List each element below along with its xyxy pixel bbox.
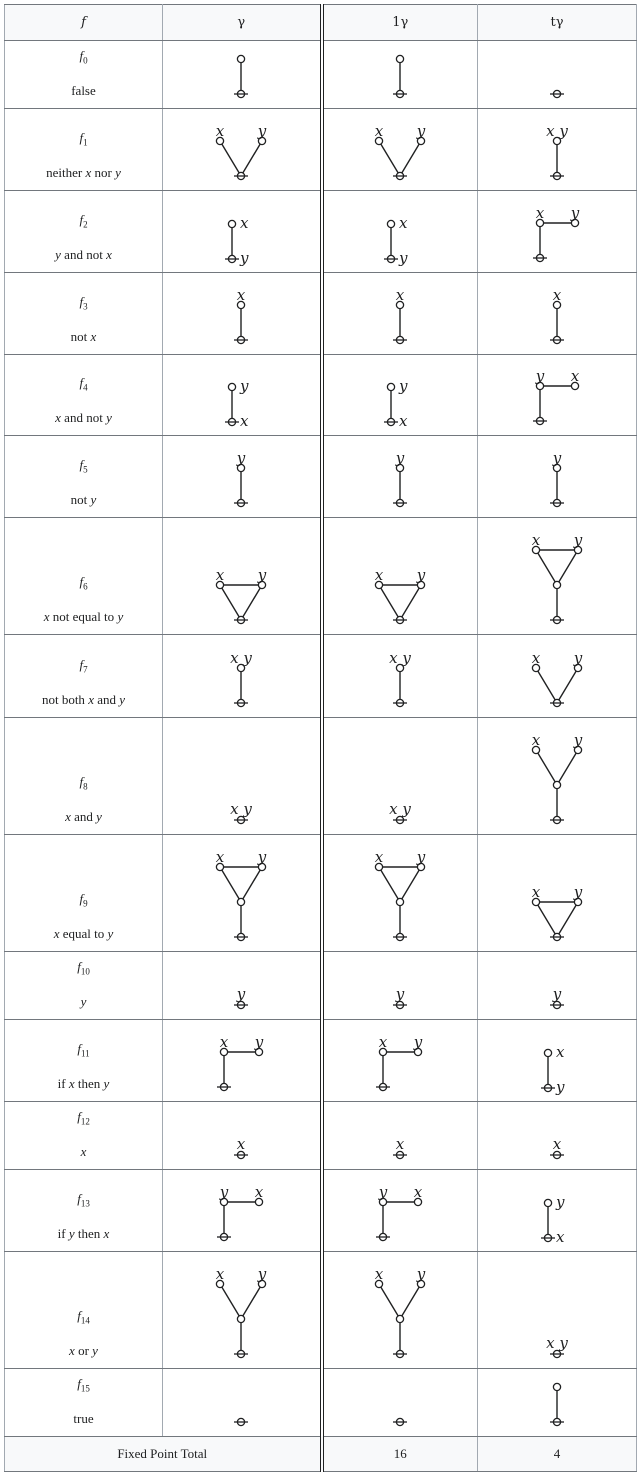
variable-label: x bbox=[220, 1038, 229, 1051]
function-name: $f_8$ bbox=[79, 774, 88, 792]
t-gamma-cell bbox=[478, 517, 637, 634]
variable-label: y bbox=[240, 380, 249, 395]
hasse-diagram-vee-x-y bbox=[370, 128, 430, 186]
hasse-diagram-y-stem-x-y bbox=[211, 1271, 271, 1364]
variable-label: x bbox=[240, 411, 249, 430]
variable-label: y bbox=[552, 454, 562, 467]
variable-label: x bbox=[399, 411, 408, 430]
variable-label: y bbox=[573, 736, 583, 749]
node-icon bbox=[544, 1199, 551, 1206]
t-gamma-cell bbox=[478, 951, 637, 1019]
variable-label: y bbox=[220, 1188, 229, 1201]
function-cell bbox=[5, 1368, 163, 1436]
variable-label: y bbox=[417, 127, 426, 140]
gamma-cell bbox=[163, 1169, 322, 1251]
header-tgamma: tγ bbox=[478, 5, 637, 41]
variable-label: y bbox=[255, 1038, 264, 1051]
function-name: $f_{12}$ bbox=[77, 1109, 90, 1127]
variable-label: y bbox=[258, 853, 267, 866]
variable-label: x bbox=[531, 654, 541, 667]
one-gamma-cell bbox=[322, 435, 478, 517]
node-icon bbox=[553, 581, 560, 588]
variable-label: y bbox=[417, 571, 426, 584]
hasse-diagram-chain1 bbox=[380, 54, 420, 104]
table-row bbox=[5, 951, 637, 1019]
function-cell bbox=[5, 634, 163, 717]
node-icon bbox=[397, 898, 404, 905]
node-icon bbox=[544, 1049, 551, 1056]
variable-label: y bbox=[237, 454, 246, 467]
variable-label: y bbox=[573, 888, 583, 901]
node-icon bbox=[553, 781, 560, 788]
t-gamma-cell bbox=[478, 190, 637, 272]
variable-label: x bbox=[379, 1038, 388, 1051]
table-row bbox=[5, 435, 637, 517]
gamma-cell bbox=[163, 1368, 322, 1436]
variable-label: x bbox=[237, 1136, 246, 1153]
t-gamma-cell bbox=[478, 272, 637, 354]
function-name: $f_7$ bbox=[79, 657, 88, 675]
gamma-cell bbox=[163, 1251, 322, 1368]
node-icon bbox=[238, 898, 245, 905]
function-name: $f_9$ bbox=[79, 891, 88, 909]
hasse-diagram-chain1-y bbox=[221, 455, 261, 513]
variable-label: x bbox=[216, 1270, 225, 1283]
hasse-diagram-chain1-x bbox=[380, 292, 420, 350]
function-name: $f_2$ bbox=[79, 212, 88, 230]
node-icon bbox=[229, 383, 236, 390]
function-cell bbox=[5, 834, 163, 951]
t-gamma-cell bbox=[478, 834, 637, 951]
one-gamma-cell bbox=[322, 1019, 478, 1101]
one-gamma-cell bbox=[322, 834, 478, 951]
one-gamma-cell bbox=[322, 1251, 478, 1368]
fixed-point-total-tgamma: 4 bbox=[478, 1436, 637, 1471]
variable-label: x bbox=[552, 291, 562, 304]
variable-label: x bbox=[396, 291, 405, 304]
table-row bbox=[5, 517, 637, 634]
variable-label: y bbox=[237, 986, 246, 1003]
t-gamma-cell bbox=[478, 1368, 637, 1436]
hasse-diagram-chain1-y-top-x-root bbox=[216, 381, 266, 431]
function-cell bbox=[5, 717, 163, 834]
hasse-diagram-ell-y-x bbox=[527, 373, 587, 431]
hasse-diagram-root-y bbox=[221, 987, 261, 1015]
hasse-diagram-root bbox=[537, 84, 577, 104]
variable-label: y bbox=[556, 1196, 565, 1211]
variable-label: y bbox=[399, 248, 408, 267]
function-description: true bbox=[73, 1410, 94, 1426]
variable-label: y bbox=[417, 1270, 426, 1283]
table-row bbox=[5, 108, 637, 190]
function-description: not both x and y bbox=[41, 691, 126, 707]
table-row bbox=[5, 1169, 637, 1251]
one-gamma-cell bbox=[322, 354, 478, 435]
t-gamma-cell bbox=[478, 435, 637, 517]
header-1gamma: 1γ bbox=[322, 5, 478, 41]
table-row bbox=[5, 1251, 637, 1368]
function-cell bbox=[5, 1019, 163, 1101]
hasse-diagram-chain1 bbox=[537, 1382, 577, 1432]
variable-label: x y bbox=[230, 801, 253, 818]
header-row bbox=[5, 5, 637, 41]
variable-label: x bbox=[255, 1188, 264, 1201]
hasse-diagram-vee-x-y bbox=[527, 655, 587, 713]
gamma-cell bbox=[163, 190, 322, 272]
function-name: $f_6$ bbox=[79, 574, 88, 592]
table-row bbox=[5, 1368, 637, 1436]
one-gamma-cell bbox=[322, 190, 478, 272]
hasse-diagram-ell-x-y bbox=[527, 210, 587, 268]
hasse-diagram-chain1-xy bbox=[221, 655, 261, 713]
hasse-diagram-y-stem-x-y bbox=[370, 1271, 430, 1364]
variable-label: x bbox=[375, 853, 384, 866]
hasse-diagram-ell-x-y bbox=[370, 1039, 430, 1097]
table-row bbox=[5, 272, 637, 354]
variable-label: x bbox=[531, 536, 541, 549]
hasse-diagram-chain1-y-top-x-root bbox=[375, 381, 425, 431]
one-gamma-cell bbox=[322, 41, 478, 109]
variable-label: x bbox=[237, 291, 246, 304]
header-gamma: γ bbox=[163, 5, 322, 41]
hasse-diagram-chain1-xy bbox=[380, 655, 420, 713]
hasse-diagram-root-y bbox=[537, 987, 577, 1015]
function-name: $f_{10}$ bbox=[77, 959, 90, 977]
variable-label: x bbox=[396, 1136, 405, 1153]
hasse-diagram-root-x bbox=[221, 1137, 261, 1165]
hasse-diagram-chain1-x-top-y-root bbox=[532, 1047, 582, 1097]
hasse-diagram-root-x bbox=[380, 1137, 420, 1165]
hasse-diagram-chain1-y-top-x-root bbox=[532, 1197, 582, 1247]
hasse-diagram-chain1-y bbox=[537, 455, 577, 513]
variable-label: x bbox=[216, 853, 225, 866]
hasse-diagram-root bbox=[221, 1412, 261, 1432]
gamma-cell bbox=[163, 435, 322, 517]
variable-label: x bbox=[531, 888, 541, 901]
gamma-cell bbox=[163, 834, 322, 951]
variable-label: x y bbox=[389, 654, 412, 667]
function-cell bbox=[5, 435, 163, 517]
function-cell bbox=[5, 1251, 163, 1368]
function-name: $f_0$ bbox=[79, 48, 88, 66]
function-description: x and not y bbox=[55, 409, 112, 425]
function-name: $f_{13}$ bbox=[77, 1191, 90, 1209]
hasse-diagram-tri-x-y bbox=[211, 572, 271, 630]
node-icon bbox=[397, 1315, 404, 1322]
variable-label: x bbox=[375, 127, 384, 140]
node-icon bbox=[229, 220, 236, 227]
hasse-diagram-ell-y-x bbox=[370, 1189, 430, 1247]
node-icon bbox=[388, 383, 395, 390]
gamma-cell bbox=[163, 717, 322, 834]
boolean-function-lattice-table bbox=[4, 4, 637, 1472]
function-description: not y bbox=[70, 491, 97, 507]
gamma-cell bbox=[163, 1101, 322, 1169]
gamma-cell bbox=[163, 108, 322, 190]
table-body bbox=[5, 41, 637, 1437]
header-f: f bbox=[5, 5, 163, 41]
table-row bbox=[5, 717, 637, 834]
function-description: false bbox=[71, 82, 96, 98]
variable-label: x bbox=[414, 1188, 423, 1201]
footer-row bbox=[5, 1436, 637, 1471]
table-row bbox=[5, 1101, 637, 1169]
t-gamma-cell bbox=[478, 634, 637, 717]
one-gamma-cell bbox=[322, 1169, 478, 1251]
gamma-cell bbox=[163, 634, 322, 717]
function-name: $f_4$ bbox=[79, 375, 88, 393]
function-name: $f_5$ bbox=[79, 457, 88, 475]
one-gamma-cell bbox=[322, 108, 478, 190]
variable-label: x bbox=[552, 1136, 562, 1153]
variable-label: y bbox=[258, 1270, 267, 1283]
gamma-cell bbox=[163, 354, 322, 435]
t-gamma-cell bbox=[478, 354, 637, 435]
hasse-diagram-root-xy bbox=[380, 802, 420, 830]
variable-label: x bbox=[556, 1227, 565, 1246]
variable-label: y bbox=[552, 986, 562, 1003]
gamma-cell bbox=[163, 951, 322, 1019]
hasse-diagram-root-y bbox=[380, 987, 420, 1015]
variable-label: x y bbox=[546, 1335, 568, 1352]
hasse-diagram-ell-y-x bbox=[211, 1189, 271, 1247]
hasse-diagram-y-stem-x-y bbox=[527, 737, 587, 830]
function-description: x and y bbox=[65, 808, 102, 824]
variable-label: x bbox=[556, 1046, 565, 1061]
variable-label: x bbox=[531, 736, 541, 749]
fixed-point-total-1gamma: 16 bbox=[322, 1436, 478, 1471]
hasse-diagram-root bbox=[380, 1412, 420, 1432]
table-row bbox=[5, 41, 637, 109]
hasse-diagram-chain1-x-top-y-root bbox=[375, 218, 425, 268]
variable-label: x y bbox=[389, 801, 412, 818]
variable-label: y bbox=[556, 1077, 565, 1096]
function-description: x bbox=[80, 1143, 87, 1159]
hasse-diagram-tri-x-y bbox=[527, 889, 587, 947]
t-gamma-cell bbox=[478, 1019, 637, 1101]
hasse-diagram-chain1-x bbox=[537, 292, 577, 350]
one-gamma-cell bbox=[322, 717, 478, 834]
function-cell bbox=[5, 517, 163, 634]
variable-label: x y bbox=[230, 654, 253, 667]
hasse-diagram-tri-stem-x-y bbox=[527, 537, 587, 630]
gamma-cell bbox=[163, 1019, 322, 1101]
function-name: $f_3$ bbox=[79, 294, 88, 312]
variable-label: x bbox=[399, 217, 408, 232]
variable-label: y bbox=[414, 1038, 423, 1051]
function-description: not x bbox=[70, 328, 97, 344]
fixed-point-total-label: Fixed Point Total bbox=[5, 1436, 322, 1471]
hasse-diagram-tri-stem-x-y bbox=[211, 854, 271, 947]
function-cell bbox=[5, 1169, 163, 1251]
variable-label: y bbox=[573, 654, 583, 667]
variable-label: y bbox=[379, 1188, 388, 1201]
variable-label: y bbox=[417, 853, 426, 866]
variable-label: x bbox=[375, 571, 384, 584]
one-gamma-cell bbox=[322, 634, 478, 717]
gamma-cell bbox=[163, 41, 322, 109]
hasse-diagram-vee-x-y bbox=[211, 128, 271, 186]
table-row bbox=[5, 834, 637, 951]
function-cell bbox=[5, 951, 163, 1019]
function-cell bbox=[5, 108, 163, 190]
table-row bbox=[5, 634, 637, 717]
node-icon bbox=[388, 220, 395, 227]
function-cell bbox=[5, 190, 163, 272]
t-gamma-cell bbox=[478, 41, 637, 109]
variable-label: y bbox=[573, 536, 583, 549]
function-name: $f_{11}$ bbox=[77, 1041, 90, 1059]
function-description: if y then x bbox=[57, 1225, 110, 1241]
hasse-diagram-chain1-y bbox=[380, 455, 420, 513]
function-cell bbox=[5, 1101, 163, 1169]
hasse-diagram-chain1 bbox=[221, 54, 261, 104]
function-description: if x then y bbox=[57, 1075, 110, 1091]
variable-label: y bbox=[396, 454, 405, 467]
variable-label: x y bbox=[546, 127, 568, 140]
variable-label: x bbox=[216, 127, 225, 140]
variable-label: x bbox=[375, 1270, 384, 1283]
function-description: x equal to y bbox=[53, 925, 114, 941]
hasse-diagram-tri-x-y bbox=[370, 572, 430, 630]
function-cell bbox=[5, 41, 163, 109]
t-gamma-cell bbox=[478, 717, 637, 834]
one-gamma-cell bbox=[322, 517, 478, 634]
function-description: x or y bbox=[69, 1342, 98, 1358]
one-gamma-cell bbox=[322, 951, 478, 1019]
one-gamma-cell bbox=[322, 272, 478, 354]
function-cell bbox=[5, 272, 163, 354]
function-name: $f_1$ bbox=[79, 130, 88, 148]
hasse-diagram-chain1-x-top-y-root bbox=[216, 218, 266, 268]
hasse-diagram-root-xy bbox=[537, 1336, 577, 1364]
node-icon bbox=[553, 1383, 560, 1390]
table-row bbox=[5, 190, 637, 272]
variable-label: x bbox=[535, 209, 545, 222]
variable-label: y bbox=[258, 127, 267, 140]
t-gamma-cell bbox=[478, 1101, 637, 1169]
node-icon bbox=[238, 1315, 245, 1322]
gamma-cell bbox=[163, 517, 322, 634]
variable-label: y bbox=[535, 372, 545, 385]
node-icon bbox=[238, 55, 245, 62]
variable-label: x bbox=[216, 571, 225, 584]
variable-label: y bbox=[570, 209, 580, 222]
gamma-cell bbox=[163, 272, 322, 354]
hasse-diagram-tri-stem-x-y bbox=[370, 854, 430, 947]
function-cell bbox=[5, 354, 163, 435]
function-description: y and not x bbox=[55, 246, 112, 262]
t-gamma-cell bbox=[478, 1169, 637, 1251]
t-gamma-cell bbox=[478, 108, 637, 190]
variable-label: x bbox=[570, 372, 580, 385]
function-description: neither x nor y bbox=[46, 164, 121, 180]
function-description: x not equal to y bbox=[43, 608, 124, 624]
hasse-diagram-root-xy bbox=[221, 802, 261, 830]
function-name: $f_{14}$ bbox=[77, 1308, 90, 1326]
node-icon bbox=[397, 55, 404, 62]
hasse-diagram-ell-x-y bbox=[211, 1039, 271, 1097]
table-row bbox=[5, 354, 637, 435]
t-gamma-cell bbox=[478, 1251, 637, 1368]
one-gamma-cell bbox=[322, 1368, 478, 1436]
one-gamma-cell bbox=[322, 1101, 478, 1169]
hasse-diagram-root-x bbox=[537, 1137, 577, 1165]
variable-label: x bbox=[240, 217, 249, 232]
function-description: y bbox=[80, 993, 87, 1009]
variable-label: y bbox=[396, 986, 405, 1003]
hasse-diagram-chain1-xy bbox=[537, 128, 577, 186]
table-row bbox=[5, 1019, 637, 1101]
hasse-diagram-chain1-x bbox=[221, 292, 261, 350]
variable-label: y bbox=[240, 248, 249, 267]
variable-label: y bbox=[399, 380, 408, 395]
variable-label: y bbox=[258, 571, 267, 584]
function-name: $f_{15}$ bbox=[77, 1376, 90, 1394]
